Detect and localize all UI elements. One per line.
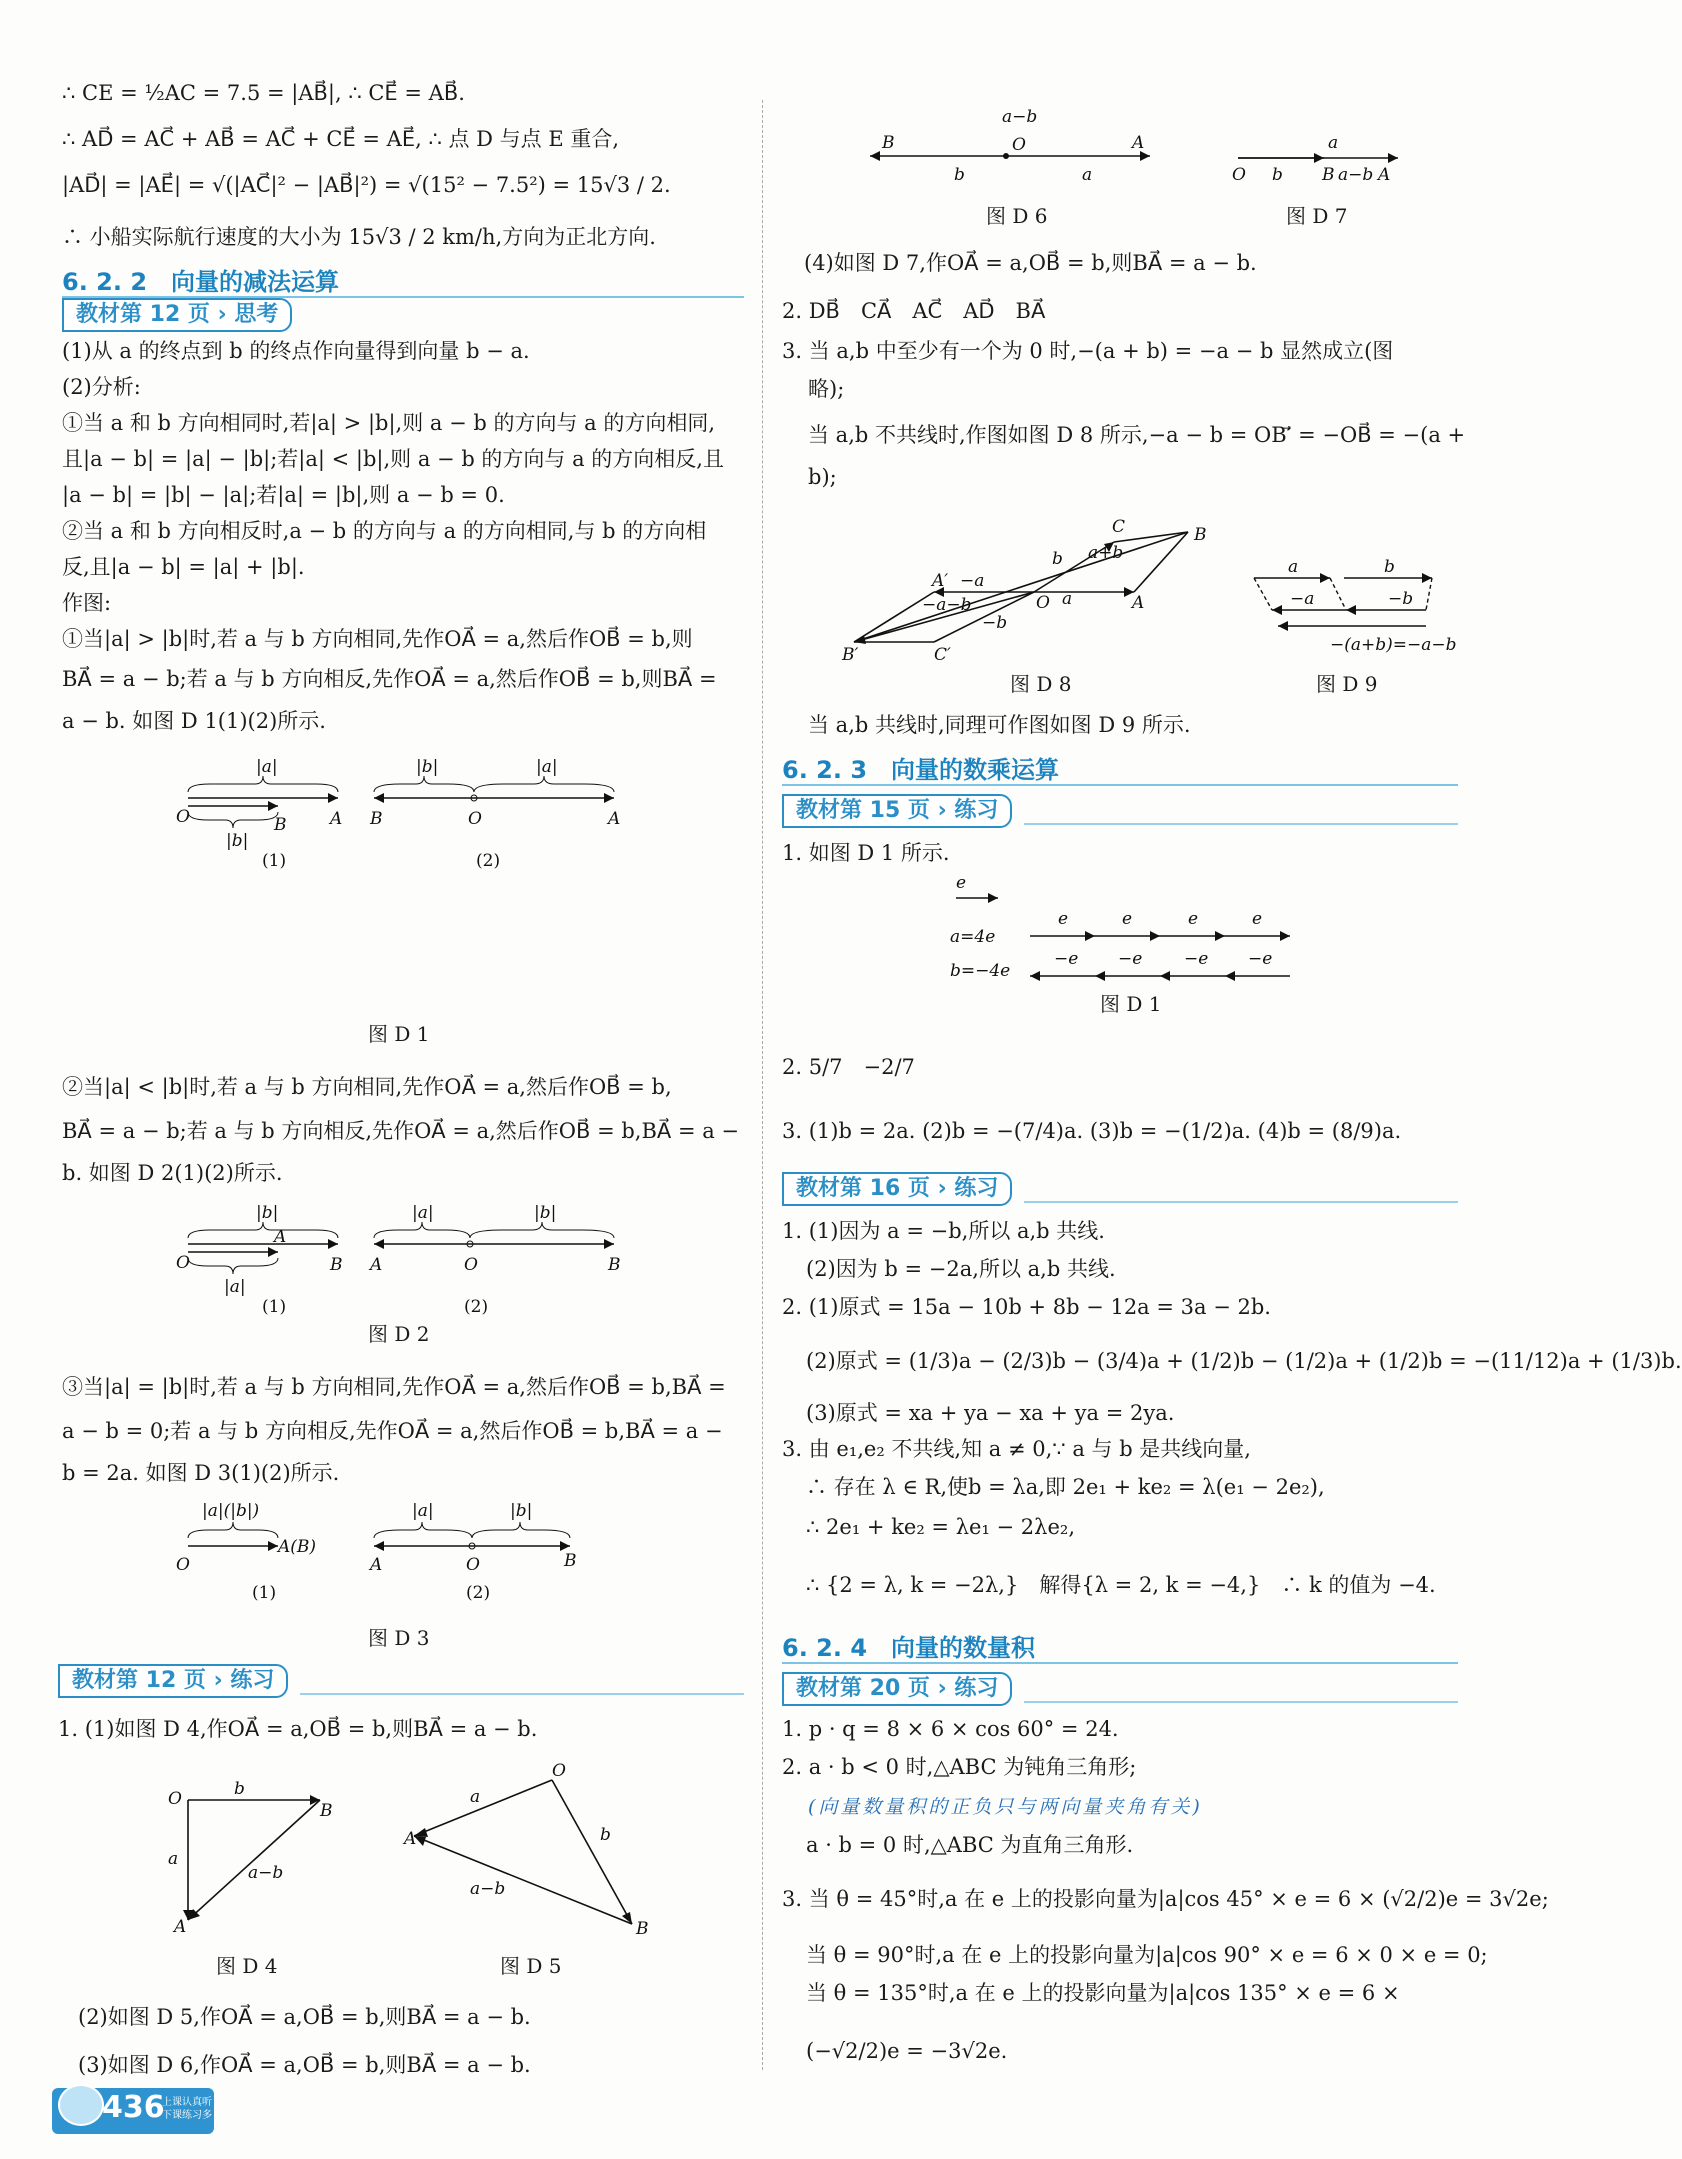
p15-q1: 1. 如图 D 1 所示. xyxy=(782,841,950,865)
caption-fig-d5: 图 D 5 xyxy=(500,1954,562,1978)
page-slogan: 上课认真听 下课练习多 xyxy=(162,2097,212,2121)
p16-line-5: (3)原式 = xa + ya − xa + ya = 2ya. xyxy=(806,1401,1175,1425)
think-line-6: ②当 a 和 b 方向相反时,a − b 的方向与 a 的方向相同,与 b 的方向相 xyxy=(62,519,707,543)
p20-line-1: 1. p · q = 8 × 6 × cos 60° = 24. xyxy=(782,1717,1119,1741)
q2-line: 2. DB⃗ CA⃗ AC⃗ AD⃗ BA⃗ xyxy=(782,299,1046,323)
svg-text:a: a xyxy=(1328,133,1339,153)
q3-line-3: 当 a,b 不共线时,作图如图 D 8 所示,−a − b = OB′⃗ = −OB⃗ = −(a + xyxy=(808,423,1466,447)
section-rule xyxy=(782,784,1458,786)
figure-d1-part2 xyxy=(369,757,620,871)
svg-text:B: B xyxy=(330,1255,343,1275)
svg-text:b: b xyxy=(1052,549,1063,569)
p15-q2: 2. 5/7 −2/7 xyxy=(782,1055,915,1079)
svg-text:(1): (1) xyxy=(262,1297,287,1317)
tag-rule xyxy=(1024,1201,1458,1203)
svg-text:(2): (2) xyxy=(476,851,501,871)
tag-textbook-page-16-exercise: 教材第 16 页 › 练习 xyxy=(782,1172,1012,1206)
q3-line-4: b); xyxy=(808,465,837,489)
tag-textbook-page-12-exercise: 教材第 12 页 › 练习 xyxy=(58,1664,288,1698)
svg-text:e: e xyxy=(1252,909,1263,929)
p16-line-1: 1. (1)因为 a = −b,所以 a,b 共线. xyxy=(782,1219,1105,1243)
svg-text:−a: −a xyxy=(1290,589,1315,609)
mascot-icon xyxy=(58,2084,104,2126)
caption-fig-d4: 图 D 4 xyxy=(216,1954,278,1978)
svg-text:A: A xyxy=(1378,165,1391,185)
p20-line-4: 3. 当 θ = 45°时,a 在 e 上的投影向量为|a|cos 45° × e = 6 × (√2/2)e = 3√2e; xyxy=(782,1887,1549,1911)
svg-text:a=4e: a=4e xyxy=(950,927,996,947)
p16-line-2: (2)因为 b = −2a,所以 a,b 共线. xyxy=(806,1257,1116,1281)
svg-text:B: B xyxy=(274,815,287,835)
d9-line: 当 a,b 共线时,同理可作图如图 D 9 所示. xyxy=(808,713,1191,737)
p16-line-6: 3. 由 e₁,e₂ 不共线,知 a ≠ 0,∵ a 与 b 是共线向量, xyxy=(782,1437,1251,1461)
svg-text:O: O xyxy=(468,809,482,829)
svg-text:O: O xyxy=(176,1555,190,1575)
think-line-11: a − b. 如图 D 1(1)(2)所示. xyxy=(62,709,326,733)
think-line-8: 作图: xyxy=(62,591,112,615)
svg-text:−e: −e xyxy=(1248,949,1273,969)
svg-text:B: B xyxy=(1322,165,1335,185)
tag-textbook-page-15-exercise: 教材第 15 页 › 练习 xyxy=(782,794,1012,828)
svg-text:|b|: |b| xyxy=(510,1501,533,1521)
svg-text:a−b: a−b xyxy=(470,1879,506,1899)
svg-text:A: A xyxy=(370,1255,383,1275)
figure-d2-part2 xyxy=(368,1203,621,1317)
think-line-1: (1)从 a 的终点到 b 的终点作向量得到向量 b − a. xyxy=(62,339,530,363)
svg-text:a−b: a−b xyxy=(1338,165,1374,185)
caption-fig-d3: 图 D 3 xyxy=(368,1626,430,1650)
svg-text:−e: −e xyxy=(1118,949,1143,969)
svg-text:a+b: a+b xyxy=(1088,543,1124,563)
svg-text:a: a xyxy=(1288,557,1299,577)
figure-d1-part1 xyxy=(176,757,342,871)
caption-fig-d2: 图 D 2 xyxy=(368,1322,430,1346)
case3-line-1: ③当|a| = |b|时,若 a 与 b 方向相同,先作OA⃗ = a,然后作OB⃗ = b,BA⃗ = xyxy=(62,1375,726,1399)
svg-text:A: A xyxy=(1132,593,1145,613)
figure-d1 xyxy=(170,750,650,871)
svg-text:|b|: |b| xyxy=(256,1203,279,1223)
p20-line-5: 当 θ = 90°时,a 在 e 上的投影向量为|a|cos 90° × e = 6 × 0 × e = 0; xyxy=(806,1943,1488,1967)
svg-text:a−b: a−b xyxy=(248,1863,284,1883)
p15-q3: 3. (1)b = 2a. (2)b = −(7/4)a. (3)b = −(1/2)a. (4)b = (8/9)a. xyxy=(782,1119,1402,1143)
svg-text:(1): (1) xyxy=(262,851,287,871)
svg-text:B: B xyxy=(1194,525,1207,545)
figure-d7 xyxy=(1228,130,1408,190)
svg-text:|a|: |a| xyxy=(256,757,278,777)
svg-text:A: A xyxy=(330,809,343,829)
svg-text:−b: −b xyxy=(1388,589,1414,609)
think-line-2: (2)分析: xyxy=(62,375,141,399)
svg-text:A′: A′ xyxy=(932,571,949,591)
figure-d3 xyxy=(170,1494,650,1614)
svg-text:A: A xyxy=(608,809,621,829)
p16-line-7: ∴ 存在 λ ∈ R,使b = λa,即 2e₁ + ke₂ = λ(e₁ − 2e₂), xyxy=(806,1475,1325,1499)
svg-text:|a|: |a| xyxy=(536,757,558,777)
svg-text:b: b xyxy=(600,1825,611,1845)
svg-text:|a|: |a| xyxy=(412,1501,434,1521)
intro-line-3: |AD⃗| = |AE⃗| = √(|AC⃗|² − |AB⃗|²) = √(15² − 7.5²) = 15√3 / 2. xyxy=(62,173,671,197)
svg-text:|b|: |b| xyxy=(534,1203,557,1223)
svg-text:−a: −a xyxy=(960,571,985,591)
svg-text:O: O xyxy=(176,1253,190,1273)
svg-text:O: O xyxy=(1232,165,1246,185)
column-divider xyxy=(762,100,764,2070)
section-rule xyxy=(782,1662,1458,1664)
svg-text:O: O xyxy=(176,807,190,827)
p20-line-7: (−√2/2)e = −3√2e. xyxy=(806,2039,1008,2063)
svg-text:|a|(|b|): |a|(|b|) xyxy=(202,1501,260,1521)
case2-line-1: ②当|a| < |b|时,若 a 与 b 方向相同,先作OA⃗ = a,然后作OB⃗ = b, xyxy=(62,1075,672,1099)
svg-text:B′: B′ xyxy=(842,645,859,665)
p20-line-2: 2. a · b < 0 时,△ABC 为钝角三角形; xyxy=(782,1755,1137,1779)
p20-line-6: 当 θ = 135°时,a 在 e 上的投影向量为|a|cos 135° × e = 6 × xyxy=(806,1981,1400,2005)
svg-text:e: e xyxy=(1188,909,1199,929)
svg-text:(2): (2) xyxy=(464,1297,489,1317)
svg-text:(2): (2) xyxy=(466,1583,491,1603)
svg-text:b=−4e: b=−4e xyxy=(950,961,1011,981)
q3-line-1: 3. 当 a,b 中至少有一个为 0 时,−(a + b) = −a − b 显然成立(图 xyxy=(782,339,1394,363)
svg-text:a: a xyxy=(1082,165,1093,185)
svg-text:B: B xyxy=(564,1551,577,1571)
svg-text:O: O xyxy=(466,1555,480,1575)
figure-d9 xyxy=(1250,556,1460,666)
svg-text:O: O xyxy=(1036,593,1050,613)
svg-text:C′: C′ xyxy=(934,645,951,665)
svg-text:|b|: |b| xyxy=(226,831,249,851)
svg-text:A: A xyxy=(174,1917,187,1937)
section-heading-6-2-4: 6. 2. 4 向量的数量积 xyxy=(782,1634,1036,1662)
figure-d5 xyxy=(404,1761,664,1944)
svg-text:A: A xyxy=(1132,133,1145,153)
svg-text:b: b xyxy=(234,1779,245,1799)
figure-d8 xyxy=(842,516,1232,666)
svg-text:|b|: |b| xyxy=(416,757,439,777)
svg-text:B: B xyxy=(608,1255,621,1275)
svg-text:−(a+b)=−a−b: −(a+b)=−a−b xyxy=(1330,635,1457,655)
think-line-9: ①当|a| > |b|时,若 a 与 b 方向相同,先作OA⃗ = a,然后作OB⃗ = b,则 xyxy=(62,627,693,651)
page-number: 436 xyxy=(102,2090,165,2125)
caption-fig-d8: 图 D 8 xyxy=(1010,672,1072,696)
svg-text:e: e xyxy=(956,873,967,893)
svg-text:|a|: |a| xyxy=(412,1203,434,1223)
svg-text:O: O xyxy=(168,1789,182,1809)
svg-text:a: a xyxy=(470,1787,481,1807)
figure-d2 xyxy=(170,1196,650,1316)
svg-text:O: O xyxy=(552,1761,566,1781)
svg-text:B: B xyxy=(370,809,383,829)
think-line-3: ①当 a 和 b 方向相同时,若|a| > |b|,则 a − b 的方向与 a 的方向相同, xyxy=(62,411,716,435)
svg-text:b: b xyxy=(1384,557,1395,577)
svg-text:e: e xyxy=(1122,909,1133,929)
caption-fig-d7: 图 D 7 xyxy=(1286,204,1348,228)
svg-text:|a|: |a| xyxy=(224,1277,246,1297)
svg-text:a−b: a−b xyxy=(1002,107,1038,127)
svg-text:B: B xyxy=(636,1919,649,1939)
caption-fig-d9: 图 D 9 xyxy=(1316,672,1378,696)
figure-d3-part2 xyxy=(368,1501,577,1603)
svg-text:A(B): A(B) xyxy=(278,1537,317,1557)
section-heading-6-2-2: 6. 2. 2 向量的减法运算 xyxy=(62,268,340,296)
exercise-line-1: 1. (1)如图 D 4,作OA⃗ = a,OB⃗ = b,则BA⃗ = a − b. xyxy=(58,1717,538,1741)
p16-line-8: ∴ 2e₁ + ke₂ = λe₁ − 2λe₂, xyxy=(806,1515,1076,1539)
figure-d2-part1 xyxy=(176,1203,343,1317)
p16-line-3: 2. (1)原式 = 15a − 10b + 8b − 12a = 3a − 2b. xyxy=(782,1295,1271,1319)
think-line-7: 反,且|a − b| = |a| + |b|. xyxy=(62,555,305,579)
p16-line-9: ∴ {2 = λ, k = −2λ,} 解得{λ = 2, k = −4,} ∴ k 的值为 −4. xyxy=(806,1573,1436,1597)
case2-line-2: BA⃗ = a − b;若 a 与 b 方向相反,先作OA⃗ = a,然后作OB⃗ = b,BA⃗ = a − xyxy=(62,1119,740,1143)
tag-rule xyxy=(1024,823,1458,825)
svg-text:−e: −e xyxy=(1054,949,1079,969)
p16-line-4: (2)原式 = (1/3)a − (2/3)b − (3/4)a + (1/2)b − (1/2)a + (1/2)b = −(11/12)a + (1/3)b. xyxy=(806,1349,1682,1373)
svg-text:A: A xyxy=(274,1227,287,1247)
case2-line-3: b. 如图 D 2(1)(2)所示. xyxy=(62,1161,283,1185)
svg-text:a: a xyxy=(168,1849,179,1869)
intro-line-4: ∴ 小船实际航行速度的大小为 15√3 / 2 km/h,方向为正北方向. xyxy=(62,225,656,249)
svg-text:O: O xyxy=(464,1255,478,1275)
figure-right-d1 xyxy=(946,874,1346,984)
figure-d4 xyxy=(160,1780,360,1940)
caption-fig-right-d1: 图 D 1 xyxy=(1100,992,1162,1016)
svg-text:(1): (1) xyxy=(252,1583,277,1603)
intro-line-2: ∴ AD⃗ = AC⃗ + AB⃗ = AC⃗ + CE⃗ = AE⃗, ∴ 点 D 与点 E 重合, xyxy=(62,127,620,151)
caption-fig-d6: 图 D 6 xyxy=(986,204,1048,228)
think-line-4: 且|a − b| = |a| − |b|;若|a| < |b|,则 a − b 的方向与 a 的方向相反,且 xyxy=(62,447,724,471)
svg-text:−e: −e xyxy=(1184,949,1209,969)
think-line-10: BA⃗ = a − b;若 a 与 b 方向相反,先作OA⃗ = a,然后作OB⃗ = b,则BA⃗ = xyxy=(62,667,717,691)
svg-text:b: b xyxy=(954,165,965,185)
svg-text:A: A xyxy=(370,1555,383,1575)
caption-fig-d1: 图 D 1 xyxy=(368,1022,430,1046)
exercise-line-2: (2)如图 D 5,作OA⃗ = a,OB⃗ = b,则BA⃗ = a − b. xyxy=(78,2005,531,2029)
think-line-5: |a − b| = |b| − |a|;若|a| = |b|,则 a − b = 0. xyxy=(62,483,505,507)
intro-line-1: ∴ CE = ½AC = 7.5 = |AB⃗|, ∴ CE⃗ = AB⃗. xyxy=(62,81,465,105)
svg-text:A: A xyxy=(404,1829,417,1849)
svg-text:e: e xyxy=(1058,909,1069,929)
svg-text:b: b xyxy=(1272,165,1283,185)
q3-line-2: 略); xyxy=(808,377,845,401)
svg-text:C: C xyxy=(1112,517,1126,537)
tag-textbook-page-20-exercise: 教材第 20 页 › 练习 xyxy=(782,1672,1012,1706)
svg-text:a: a xyxy=(1062,589,1073,609)
section-heading-6-2-3: 6. 2. 3 向量的数乘运算 xyxy=(782,756,1060,784)
tag-rule xyxy=(1024,1701,1458,1703)
figure-d3-part1 xyxy=(176,1501,316,1603)
svg-text:−b: −b xyxy=(982,613,1008,633)
svg-text:B: B xyxy=(320,1801,333,1821)
case3-line-2: a − b = 0;若 a 与 b 方向相反,先作OA⃗ = a,然后作OB⃗ = b,BA⃗ = a − xyxy=(62,1419,723,1443)
p20-line-3: a · b = 0 时,△ABC 为直角三角形. xyxy=(806,1833,1134,1857)
tag-textbook-page-12-think: 教材第 12 页 › 思考 xyxy=(62,298,292,332)
tag-rule xyxy=(300,1693,744,1695)
d7-line: (4)如图 D 7,作OA⃗ = a,OB⃗ = b,则BA⃗ = a − b. xyxy=(804,251,1257,275)
svg-text:O: O xyxy=(1012,135,1026,155)
svg-text:−a−b: −a−b xyxy=(922,595,972,615)
figure-d6 xyxy=(860,104,1180,194)
svg-text:B: B xyxy=(882,133,895,153)
handwritten-note: (向量数量积的正负只与两向量夹角有关) xyxy=(808,1796,1203,1818)
exercise-line-3: (3)如图 D 6,作OA⃗ = a,OB⃗ = b,则BA⃗ = a − b. xyxy=(78,2053,531,2077)
case3-line-3: b = 2a. 如图 D 3(1)(2)所示. xyxy=(62,1461,340,1485)
